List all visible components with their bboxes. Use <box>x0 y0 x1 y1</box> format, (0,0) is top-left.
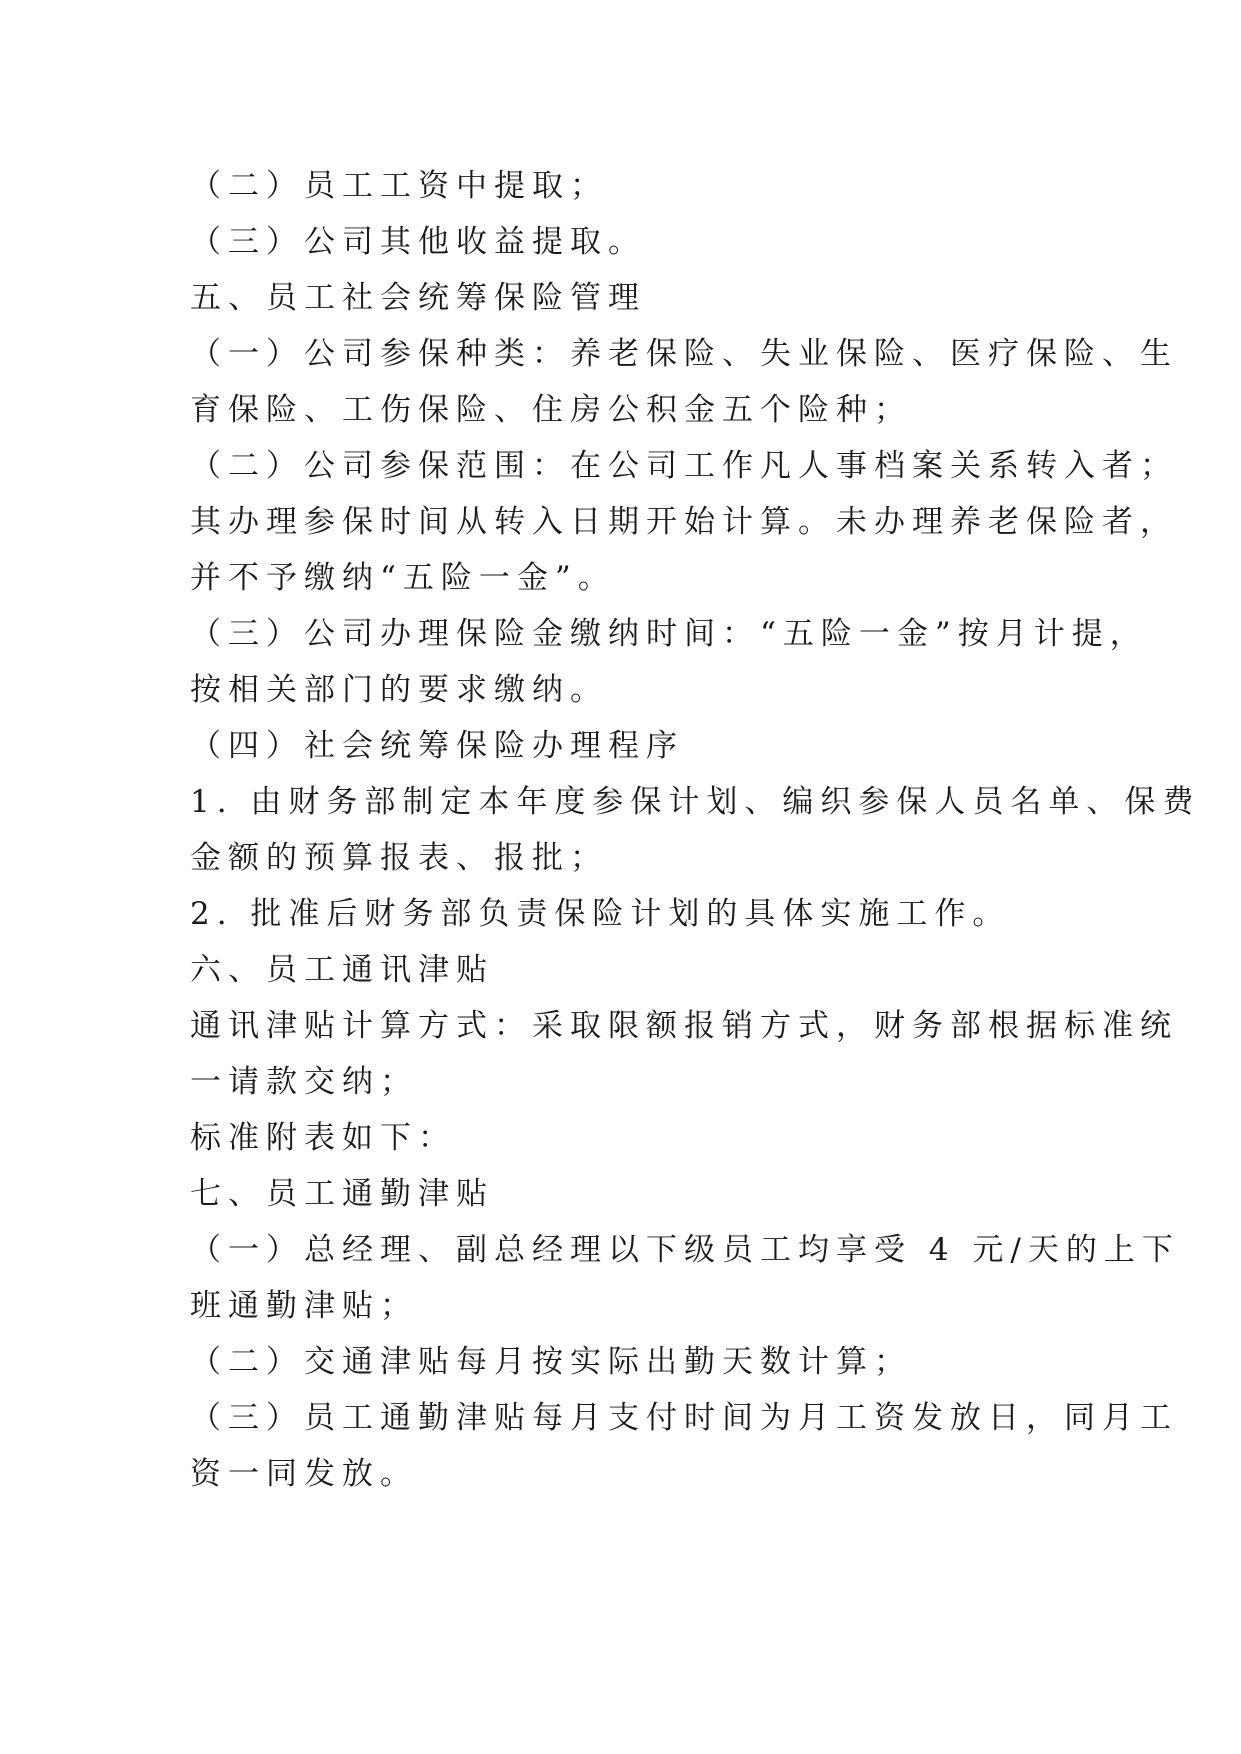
text-line: 其办理参保时间从转入日期开始计算。未办理养老保险者， <box>190 504 1178 540</box>
text-line: （一）公司参保种类：养老保险、失业保险、医疗保险、生 <box>190 336 1178 372</box>
text-line: 金额的预算报表、报批； <box>190 840 608 876</box>
text-line: 资一同发放。 <box>190 1456 418 1492</box>
text-line: 班通勤津贴； <box>190 1288 418 1324</box>
text-line: 标准附表如下： <box>190 1120 456 1156</box>
text-line: （三）公司其他收益提取。 <box>190 224 646 260</box>
text-line: （三）公司办理保险金缴纳时间：“五险一金”按月计提， <box>190 616 1148 652</box>
section-heading: 五、员工社会统筹保险管理 <box>190 280 646 316</box>
text-line: 1. 由财务部制定本年度参保计划、编织参保人员名单、保费 <box>190 784 1201 820</box>
text-line: 2. 批准后财务部负责保险计划的具体实施工作。 <box>190 896 1011 932</box>
text-line: （三）员工通勤津贴每月支付时间为月工资发放日，同月工 <box>190 1400 1178 1436</box>
text-line: 通讯津贴计算方式：采取限额报销方式，财务部根据标准统 <box>190 1008 1178 1044</box>
text-line: 按相关部门的要求缴纳。 <box>190 672 608 708</box>
section-heading: 六、员工通讯津贴 <box>190 952 494 988</box>
text-line: （二）交通津贴每月按实际出勤天数计算； <box>190 1344 912 1380</box>
text-line: 育保险、工伤保险、住房公积金五个险种； <box>190 392 912 428</box>
text-line: （四）社会统筹保险办理程序 <box>190 728 684 764</box>
section-heading: 七、员工通勤津贴 <box>190 1176 494 1212</box>
text-line: （二）公司参保范围：在公司工作凡人事档案关系转入者； <box>190 448 1178 484</box>
text-line: 并不予缴纳“五险一金”。 <box>190 560 616 596</box>
text-line: （二）员工工资中提取； <box>190 168 608 204</box>
text-line: 一请款交纳； <box>190 1064 418 1100</box>
text-line: （一）总经理、副总经理以下级员工均享受 4 元/天的上下 <box>190 1232 1180 1268</box>
